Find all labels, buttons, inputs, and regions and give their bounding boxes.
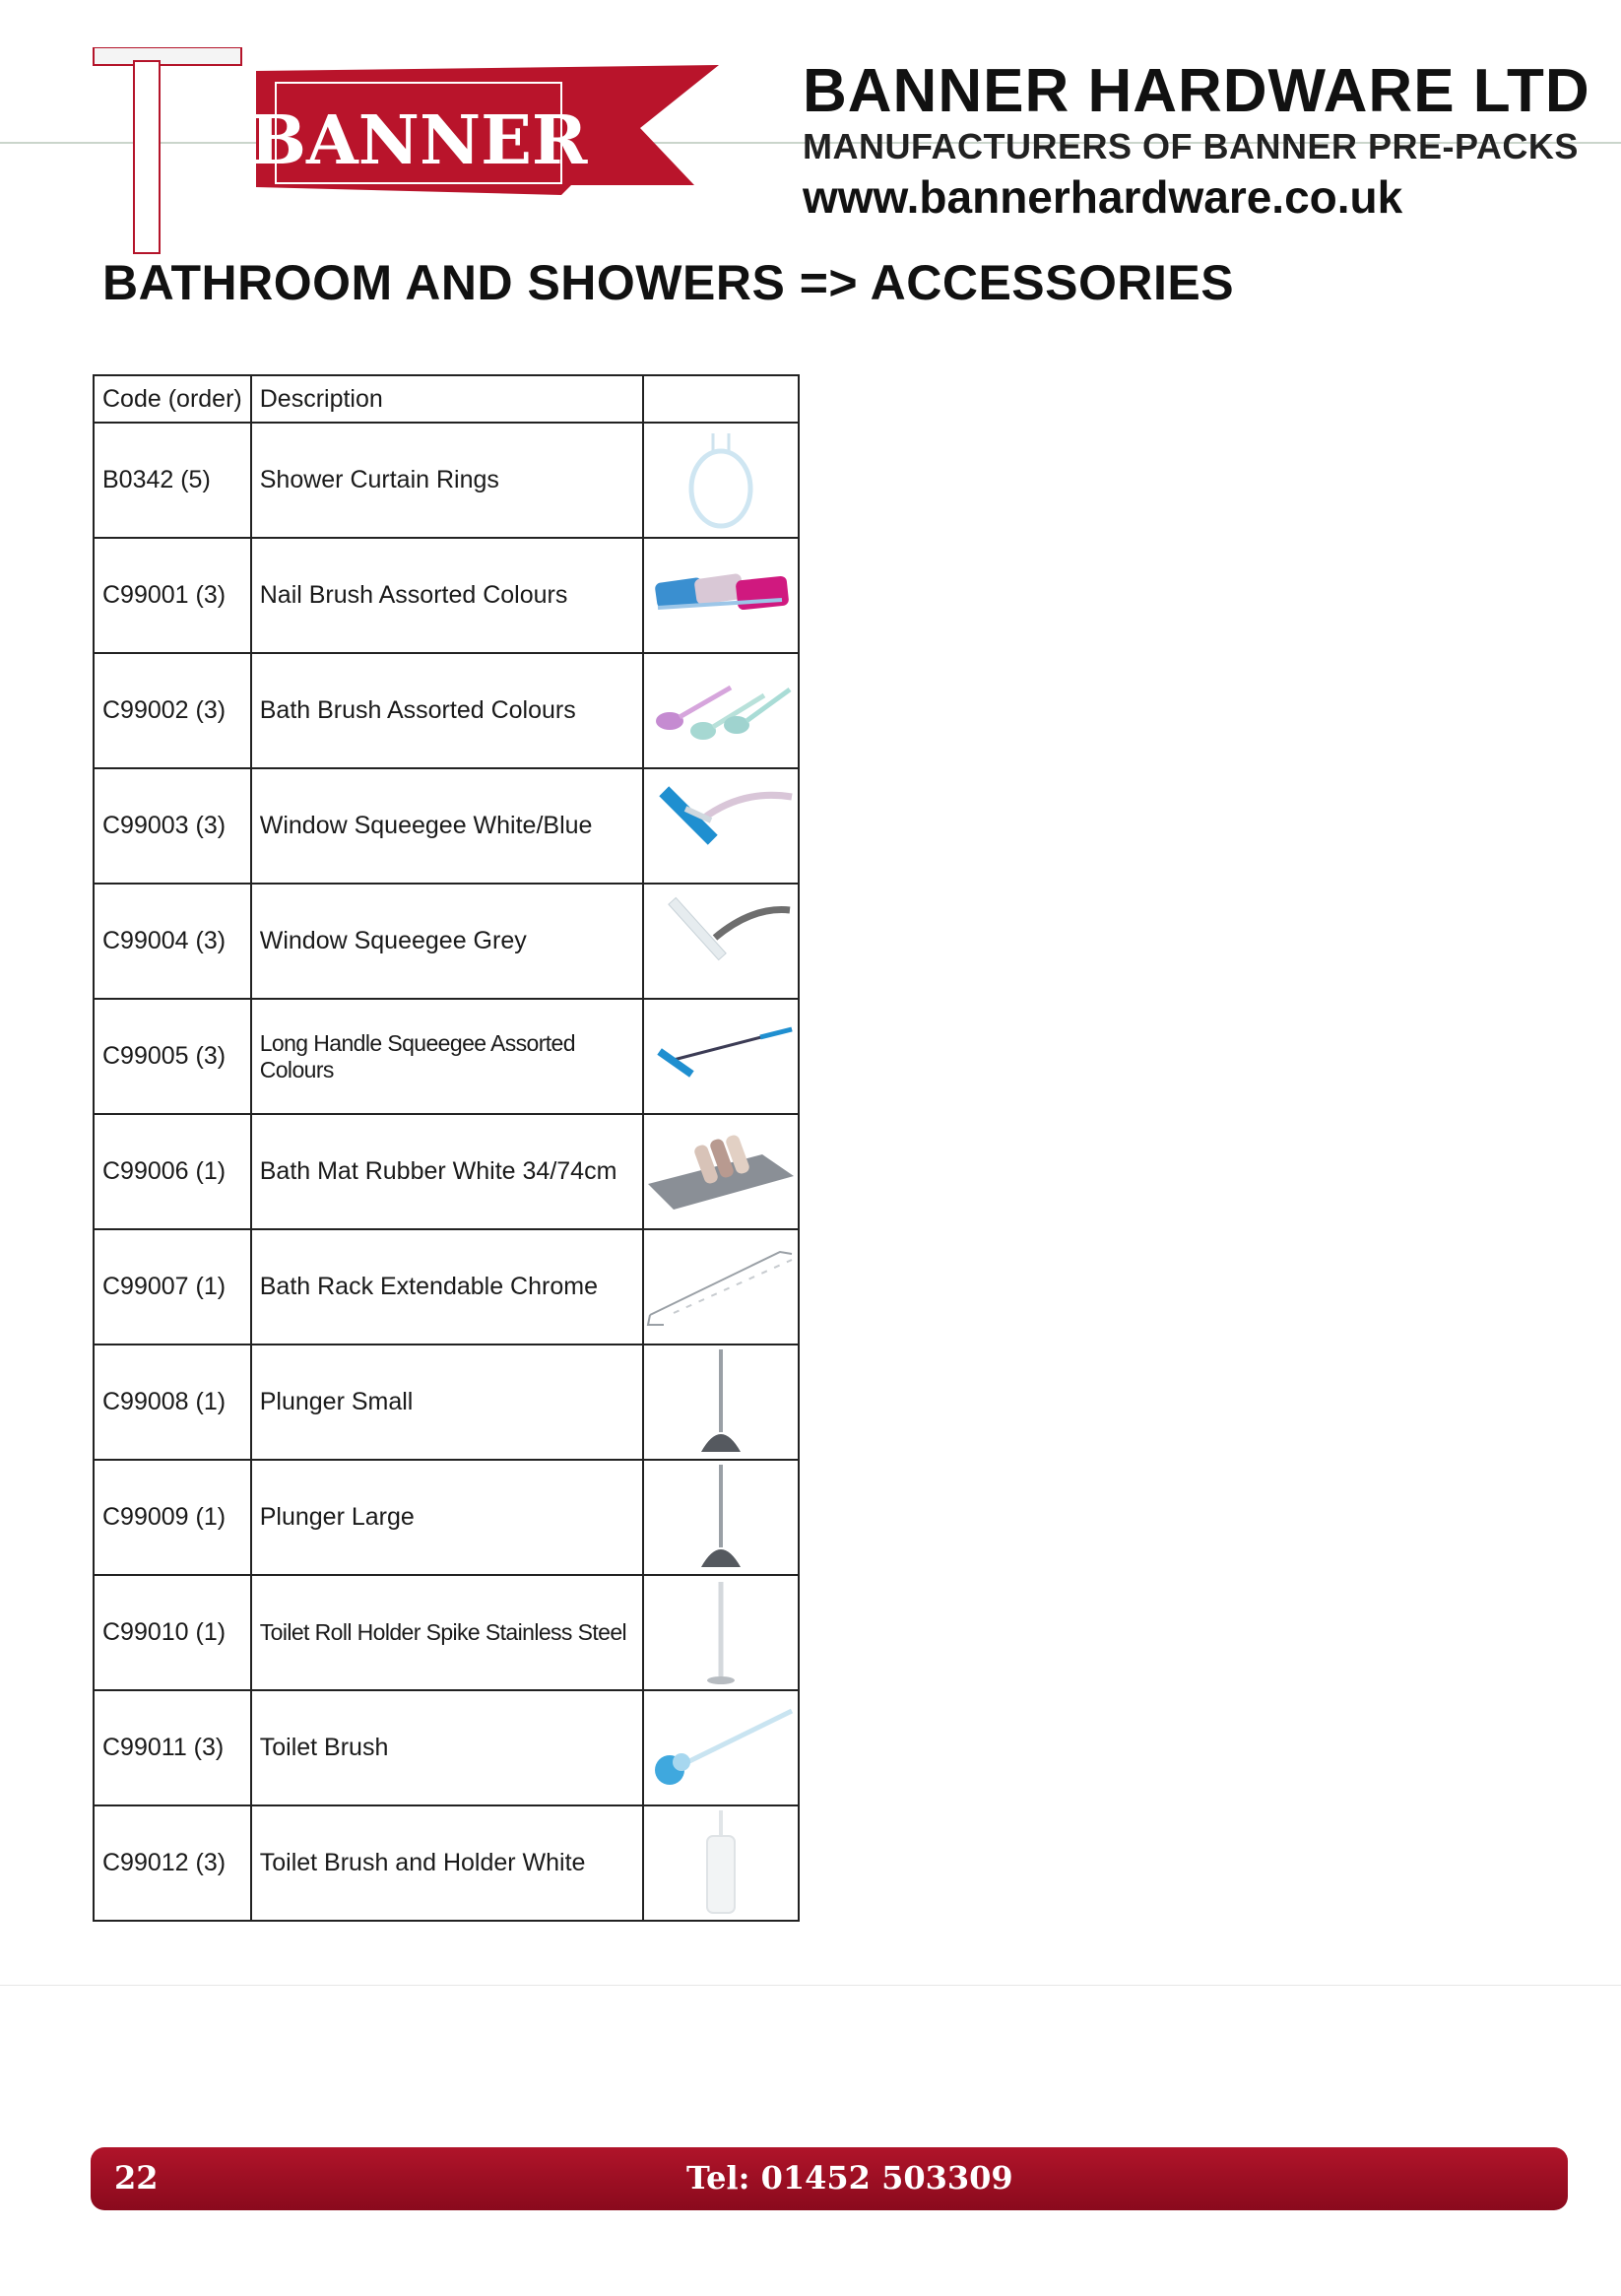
telephone-number: Tel: 01452 503309: [686, 2159, 1013, 2197]
company-tagline: MANUFACTURERS OF BANNER PRE-PACKS: [803, 126, 1579, 166]
bath-rack-icon: [644, 1230, 798, 1344]
row-code: C99009 (1): [94, 1460, 251, 1575]
bath-mat-icon: [644, 1115, 798, 1228]
row-code: C99011 (3): [94, 1690, 251, 1805]
squeegee-grey-icon: [644, 885, 798, 998]
company-website: www.bannerhardware.co.uk: [803, 171, 1403, 223]
table-row: [94, 1690, 799, 1805]
roll-holder-icon: [644, 1576, 798, 1689]
row-description: Bath Brush Assorted Colours: [251, 653, 643, 768]
row-code: C99012 (3): [94, 1805, 251, 1921]
footer-bar: [91, 2147, 1568, 2210]
row-description: Bath Mat Rubber White 34/74cm: [251, 1114, 643, 1229]
plunger-icon: [644, 1345, 798, 1459]
table-header-row: [94, 375, 799, 423]
row-code: C99001 (3): [94, 538, 251, 653]
table-row: [94, 999, 799, 1114]
row-code: C99002 (3): [94, 653, 251, 768]
row-code: C99007 (1): [94, 1229, 251, 1345]
bath-brush-icon: [644, 654, 798, 767]
header-code: Code (order): [94, 375, 251, 423]
row-code: C99005 (3): [94, 999, 251, 1114]
logo-text: BANNER: [249, 101, 588, 180]
row-description: Toilet Brush and Holder White: [251, 1805, 643, 1921]
page-number: 22: [114, 2159, 159, 2197]
header-image: [643, 375, 799, 423]
squeegee-blue-icon: [644, 769, 798, 883]
page-title: BATHROOM AND SHOWERS => ACCESSORIES: [102, 255, 1235, 310]
toilet-brush-icon: [644, 1691, 798, 1804]
table-row: [94, 1460, 799, 1575]
row-description: Bath Rack Extendable Chrome: [251, 1229, 643, 1345]
row-code: C99003 (3): [94, 768, 251, 884]
row-description: Plunger Small: [251, 1345, 643, 1460]
table-row: [94, 1229, 799, 1345]
toilet-brush-holder-icon: [644, 1806, 798, 1920]
header-description: Description: [251, 375, 643, 423]
product-table: [93, 374, 800, 1922]
table-row: [94, 1805, 799, 1921]
table-row: [94, 1345, 799, 1460]
row-description: Plunger Large: [251, 1460, 643, 1575]
row-code: C99010 (1): [94, 1575, 251, 1690]
long-squeegee-icon: [644, 1000, 798, 1113]
table-row: [94, 1114, 799, 1229]
row-code: C99006 (1): [94, 1114, 251, 1229]
nail-brush-icon: [644, 539, 798, 652]
table-row: [94, 653, 799, 768]
table-row: [94, 423, 799, 538]
row-description: Toilet Roll Holder Spike Stainless Steel: [251, 1575, 643, 1690]
page-divider: [0, 1985, 1621, 1986]
table-row: [94, 1575, 799, 1690]
row-code: C99008 (1): [94, 1345, 251, 1460]
plunger-icon: [644, 1461, 798, 1574]
row-description: Shower Curtain Rings: [251, 423, 643, 538]
company-name: BANNER HARDWARE LTD: [803, 57, 1590, 125]
row-description: Nail Brush Assorted Colours: [251, 538, 643, 653]
row-description: Long Handle Squeegee Assorted Colours: [251, 999, 643, 1114]
row-code: B0342 (5): [94, 423, 251, 538]
row-description: Window Squeegee Grey: [251, 884, 643, 999]
row-description: Toilet Brush: [251, 1690, 643, 1805]
banner-logo: [89, 47, 729, 254]
table-row: [94, 884, 799, 999]
row-description: Window Squeegee White/Blue: [251, 768, 643, 884]
shower-ring-icon: [644, 424, 798, 537]
row-code: C99004 (3): [94, 884, 251, 999]
table-row: [94, 538, 799, 653]
table-row: [94, 768, 799, 884]
company-header: [803, 57, 1590, 227]
